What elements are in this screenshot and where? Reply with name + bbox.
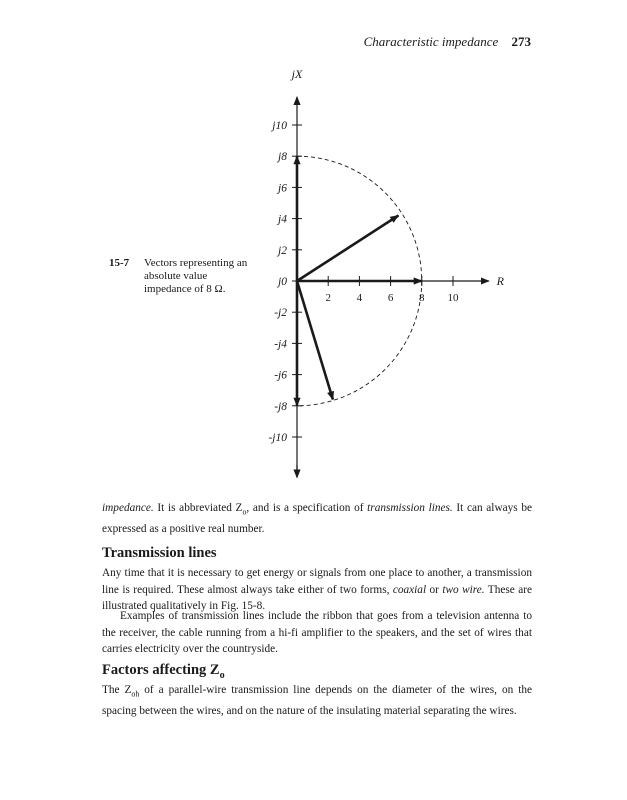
vector-mixed-upper (297, 215, 398, 281)
y-tick-label: j0 (278, 276, 287, 288)
p4-text-a: The Z (102, 684, 132, 696)
term-impedance: impedance. (102, 502, 154, 514)
heading-transmission-lines: Transmission lines (102, 545, 217, 561)
p4-sub: oh (131, 689, 140, 699)
y-tick-label: j8 (278, 151, 287, 164)
y-tick-label: -j4 (274, 338, 287, 351)
p1-sub: o (242, 507, 247, 517)
y-tick-label: j2 (278, 244, 287, 257)
x-tick-label: 2 (325, 292, 331, 304)
header-title: Characteristic impedance (363, 34, 499, 49)
p1-text-c: It can always be expressed as a positive real number. (102, 502, 532, 535)
heading-factors-text: Factors affecting Z (102, 662, 220, 678)
x-axis-label: R (496, 274, 505, 288)
y-tick-label: -j10 (268, 432, 287, 444)
p2-text-a: Any time that it is necessary to get energy or signals from one place to another, a transmission line is required. These almost always take either of two forms, (102, 567, 532, 596)
y-tick-label: -j6 (274, 369, 287, 382)
x-tick-label: 4 (356, 292, 363, 304)
p2-text-b: or (426, 583, 443, 596)
p2-text-c: These are illustrated qualitatively in Fig. 15-8. (102, 583, 532, 612)
p1-text-a: It is abbreviated Z (153, 502, 243, 514)
figure-number: 15-7 (109, 257, 130, 269)
y-tick-label: j4 (278, 213, 287, 226)
heading-factors-sub: o (219, 669, 225, 681)
y-tick-label: j6 (278, 182, 287, 195)
term-two-wire: two wire. (442, 583, 485, 596)
heading-factors (102, 662, 225, 681)
x-tick-label: 6 (387, 292, 394, 304)
page-number: 273 (511, 34, 531, 49)
x-tick-label: 8 (419, 292, 425, 304)
x-tick-label: 10 (447, 292, 459, 304)
paragraph-impedance (102, 500, 532, 537)
paragraph-factors (102, 682, 532, 719)
y-axis-label: jX (291, 67, 303, 82)
y-tick-label: -j8 (274, 400, 287, 413)
paragraph-examples: Examples of transmission lines include the ribbon that goes from a television antenna to the receiver, the cable running from a hi-fi amplifier to the speakers, and the set of wires that carries electricity over the countryside. (102, 610, 532, 655)
caption-text: Vectors representing an absolute value impedance of 8 Ω. (144, 257, 248, 295)
y-tick-label: -j2 (274, 307, 287, 320)
p1-text-b: , and is a specification of (246, 502, 368, 514)
y-tick-label: j10 (272, 120, 287, 132)
term-coaxial: coaxial (392, 583, 427, 596)
term-transmission-lines: transmission lines. (367, 502, 453, 514)
p4-text-b: of a parallel-wire transmission line depends on the diameter of the wires, on the spacing between the wires, and on the nature of the insulating material separating the wires. (102, 684, 532, 717)
